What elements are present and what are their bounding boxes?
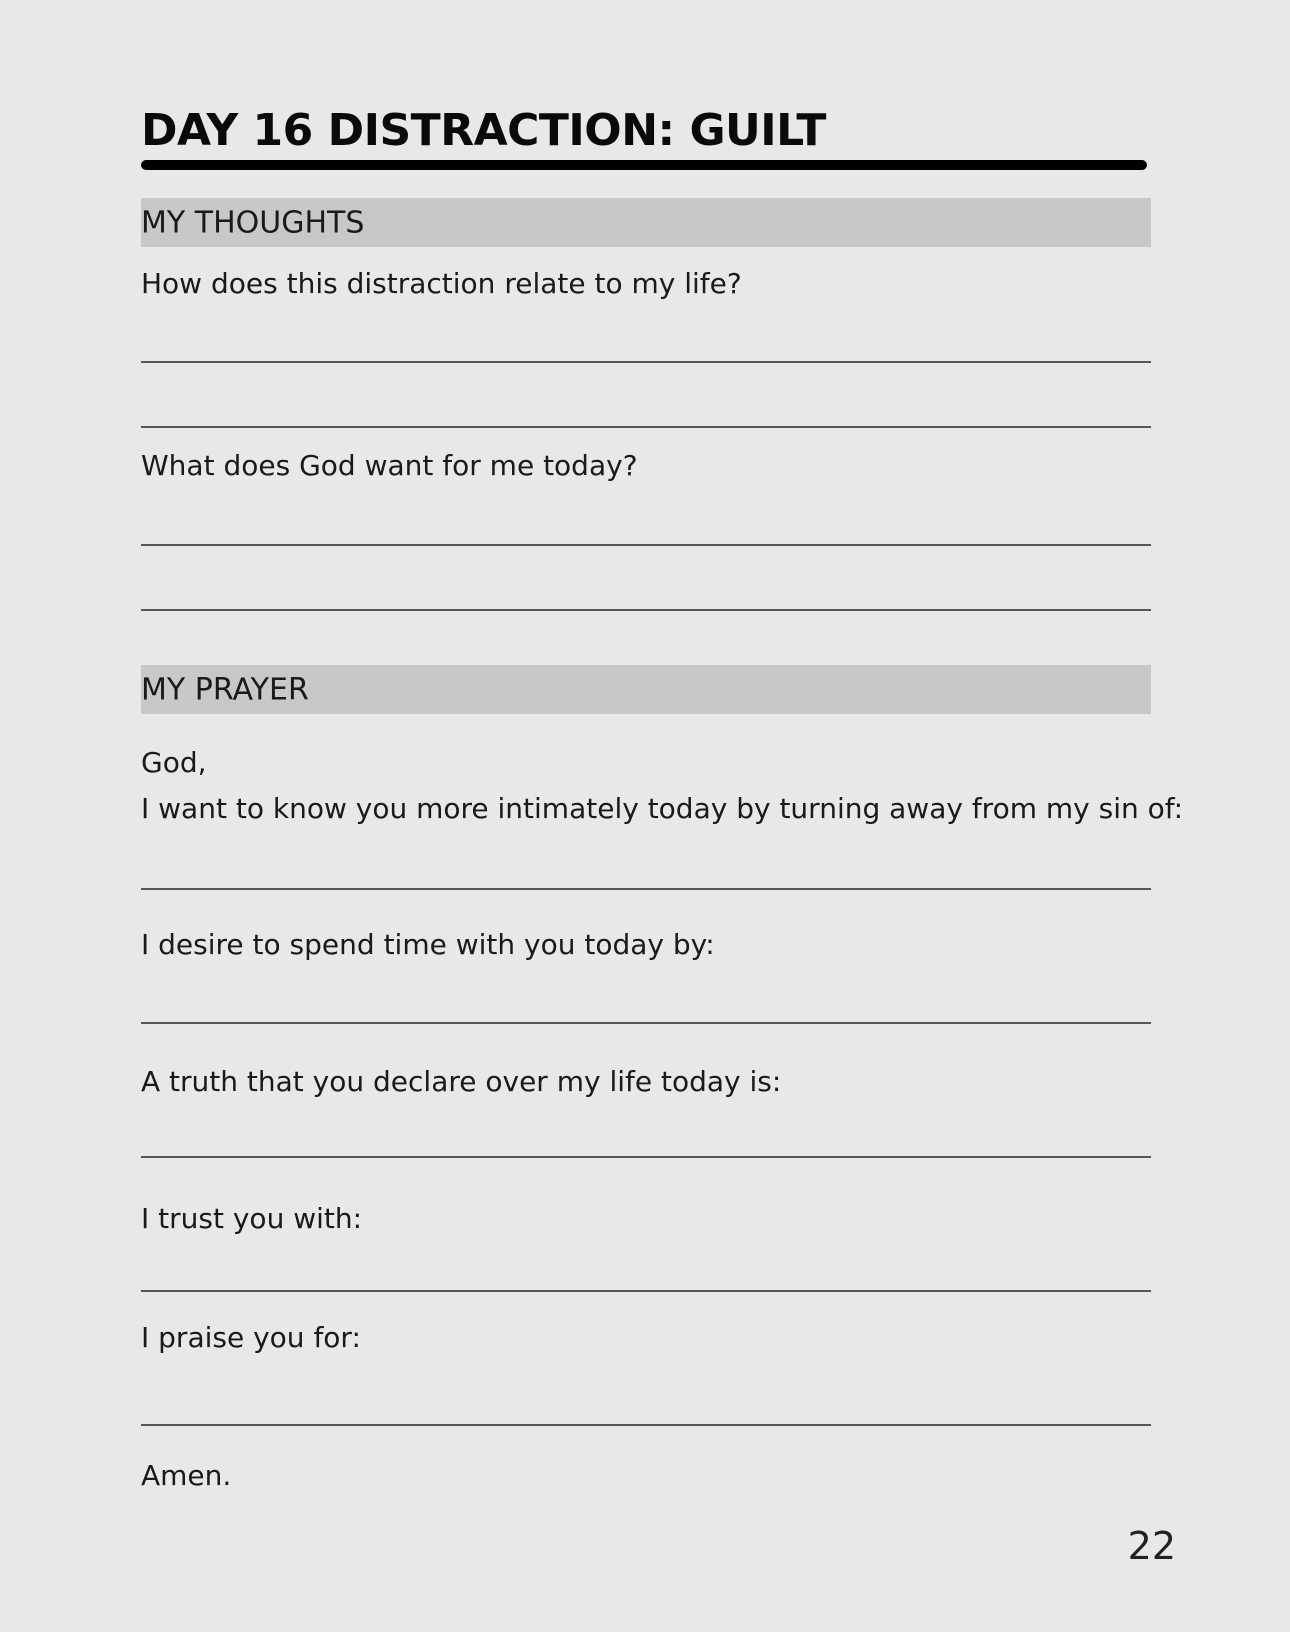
- writing-line[interactable]: [141, 1290, 1151, 1292]
- page-title: DAY 16 DISTRACTION: GUILT: [141, 105, 826, 156]
- writing-line[interactable]: [141, 361, 1151, 363]
- section-header-thoughts: [141, 198, 1151, 247]
- section-heading-thoughts: MY THOUGHTS: [141, 205, 365, 240]
- prayer-prompt-sin: I want to know you more intimately today by turning away from my sin of:: [141, 792, 1184, 825]
- prayer-closing: Amen.: [141, 1459, 232, 1492]
- title-underline: [141, 160, 1147, 170]
- prayer-prompt-truth: A truth that you declare over my life today is:: [141, 1065, 782, 1098]
- prayer-prompt-trust: I trust you with:: [141, 1202, 363, 1235]
- prayer-prompt-praise: I praise you for:: [141, 1321, 361, 1354]
- writing-line[interactable]: [141, 609, 1151, 611]
- writing-line[interactable]: [141, 544, 1151, 546]
- writing-line[interactable]: [141, 426, 1151, 428]
- thoughts-prompt-life: How does this distraction relate to my life?: [141, 267, 742, 300]
- writing-line[interactable]: [141, 888, 1151, 890]
- writing-line[interactable]: [141, 1022, 1151, 1024]
- page-number: 22: [1127, 1524, 1176, 1568]
- prayer-prompt-time: I desire to spend time with you today by:: [141, 928, 715, 961]
- section-header-prayer: [141, 665, 1151, 714]
- section-heading-prayer: MY PRAYER: [141, 672, 309, 707]
- prayer-salutation: God,: [141, 746, 207, 779]
- writing-line[interactable]: [141, 1156, 1151, 1158]
- thoughts-prompt-god: What does God want for me today?: [141, 449, 638, 482]
- writing-line[interactable]: [141, 1424, 1151, 1426]
